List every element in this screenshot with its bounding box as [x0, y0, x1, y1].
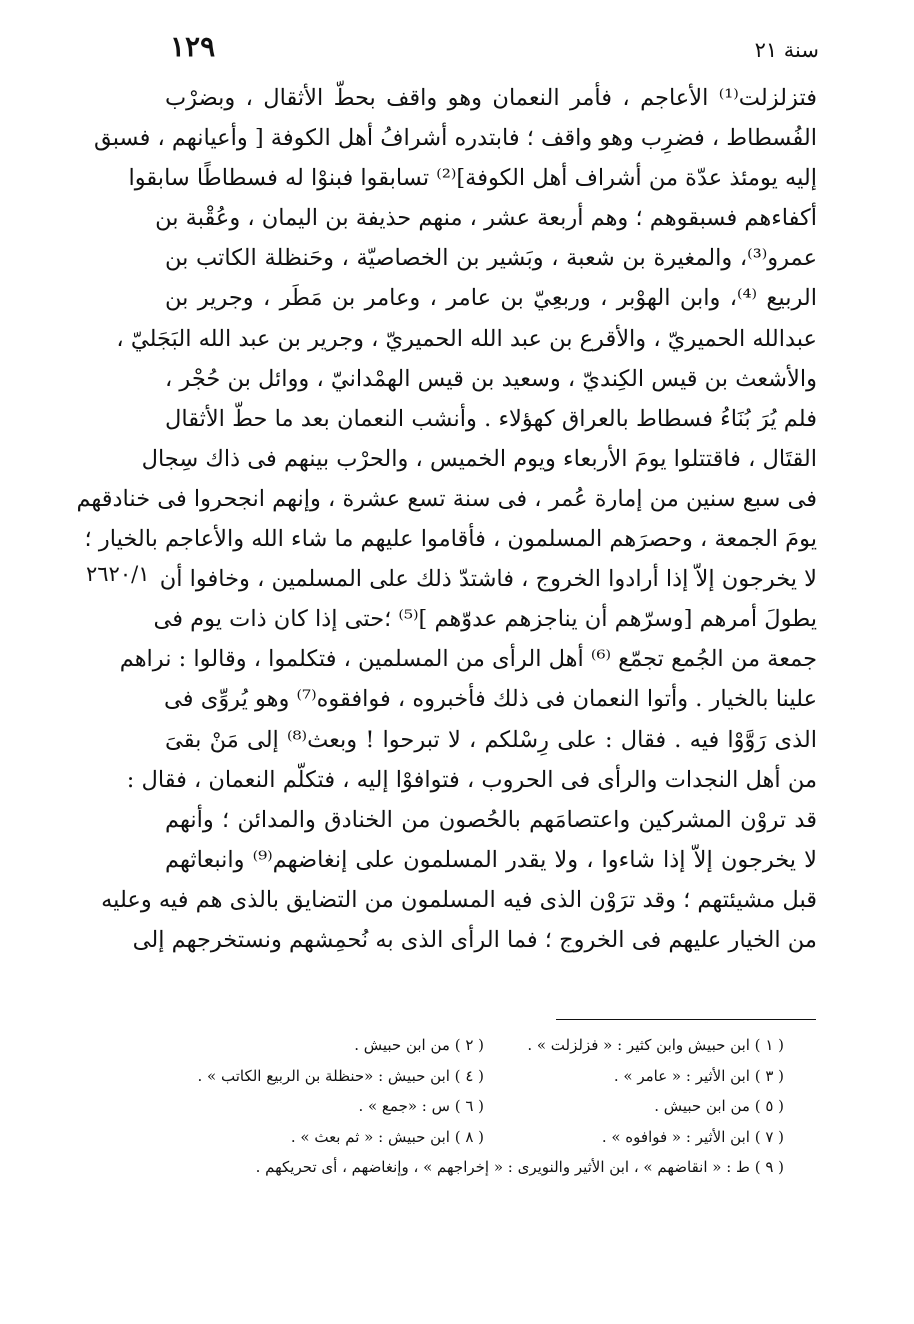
footnote-row: [170, 1061, 784, 1092]
footnote: ( ٣ ) ابن الأثير : « عامر » .: [613, 1066, 784, 1085]
running-head: سنة ٢١: [754, 38, 819, 62]
footnote: ( ١ ) ابن حبيش وابن كثير : « فزلزلت » .: [527, 1036, 784, 1054]
text-line: قبل مشيئتهم ؛ وقد ترَوْن الذى فيه المسلمون من التضايق بالذى هم فيه وعليه: [101, 886, 817, 913]
text-line: من أهل النجدات والرأى فى الحروب ، فتوافوْا إليه ، فتكلّم النعمان ، فقال :: [126, 766, 817, 793]
footnote-divider: [556, 1019, 816, 1020]
text-line: عبدالله الحميريّ ، والأقرع بن عبد الله الحميريّ ، وجرير بن عبد الله البَجَليّ ،: [116, 325, 817, 352]
text-line: جمعة من الجُمع تجمّع ⁽⁶⁾ أهل الرأى من المسلمين ، فتكلموا ، وقالوا : نراهم: [119, 646, 817, 673]
footnote: ( ٨ ) ابن حبيش : « ثم بعث » .: [290, 1127, 484, 1146]
margin-reference: ٢٦٢٠/١: [86, 562, 150, 586]
page-header: [170, 30, 819, 70]
text-line: فتزلزلت⁽¹⁾ الأعاجم ، فأمر النعمان وهو واقف بحطّ الأثقال ، وبضرْب: [165, 85, 817, 111]
text-line: قد تروْن المشركين واعتصامَهم بالحُصون من الخنادق والمدائن ؛ وأنهم: [165, 806, 817, 833]
text-line: يطولَ أمرهم [وسرّهم أن يناجزهم عدوّهم ]⁽⁵⁾ ؛حتى إذا كان ذات يوم فى: [153, 606, 817, 633]
footnote: ( ٦ ) س : «جمع » .: [358, 1097, 484, 1115]
page-number: ١٢٩: [170, 30, 216, 63]
text-line: من الخيار عليهم فى الخروج ؛ فما الرأى الذى به نُحمِشهم ونستخرجهم إلى: [132, 926, 817, 953]
text-line: القتَال ، فاقتتلوا يومَ الأربعاء ويوم الخميس ، والحرْب بينهم فى ذاك سِجال: [141, 445, 817, 472]
footnote: ( ٧ ) ابن الأثير : « فوافوه » .: [601, 1127, 784, 1146]
footnotes: [170, 1030, 784, 1183]
footnote-row: [170, 1091, 784, 1122]
text-line: عمرو⁽³⁾، والمغيرة بن شعبة ، وبَشير بن الخصاصيّة ، وحَنظلة الكاتب بن: [165, 245, 817, 272]
text-line: لا يخرجون إلاّ إذا شاءوا ، ولا يقدر المسلمون على إنغاضهم⁽⁹⁾ وانبعاثهم: [165, 846, 817, 873]
footnote: ( ٢ ) من ابن حبيش .: [354, 1036, 484, 1054]
footnote-row: [170, 1152, 784, 1183]
footnote: ( ٤ ) ابن حبيش : «حنظلة بن الربيع الكاتب » .: [197, 1066, 484, 1085]
footnote-row: [170, 1122, 784, 1153]
text-line: علينا بالخيار . وأتوا النعمان فى ذلك فأخبروه ، فوافقوه⁽⁷⁾ وهو يُروِّى فى: [164, 686, 817, 713]
text-line: يومَ الجمعة ، وحصرَهم المسلمون ، فأقاموا عليهم ما شاء الله والأعاجم بالخيار ؛: [84, 526, 817, 553]
text-line: فى سبع سنين من إمارة عُمر ، فى سنة تسع عشرة ، وإنهم انجحروا فى خنادقهم: [76, 485, 817, 512]
text-line: والأشعث بن قيس الكِنديّ ، وسعيد بن قيس الهمْدانيّ ، ووائل بن حُجْر ،: [165, 365, 817, 392]
text-line: لا يخرجون إلاّ إذا أرادوا الخروج ، فاشتدّ ذلك على المسلمين ، وخافوا أن: [159, 566, 817, 593]
text-line: فلم يُرَ بُنَاءُ فسطاط بالعراق كهؤلاء . وأنشب النعمان بعد ما حطّ الأثقال: [165, 405, 817, 432]
footnote: ( ٩ ) ط : « انقاضهم » ، ابن الأثير والنويرى : « إخراجهم » ، وإنغاضهم ، أى تحريكهم .: [255, 1158, 784, 1176]
footnote: ( ٥ ) من ابن حبيش .: [654, 1097, 784, 1115]
text-line: إليه يومئذ عدّة من أشراف أهل الكوفة]⁽²⁾ تسابقوا فبنوْا له فسطاطًا سابقوا: [128, 165, 817, 192]
text-line: أكفاءهم فسبقوهم ؛ وهم أربعة عشر ، منهم حذيفة بن اليمان ، وعُقْبة بن: [155, 205, 817, 232]
footnote-row: [170, 1030, 784, 1061]
text-line: الذى رَوَّوْا فيه . فقال : على رِسْلكم ، لا تبرحوا ! وبعث⁽⁸⁾ إلى مَنْ بقىَ: [165, 726, 817, 753]
text-line: الفُسطاط ، فضرِب وهو واقف ؛ فابتدره أشرافُ أهل الكوفة [ وأعيانهم ، فسبق: [93, 125, 817, 152]
text-line: الربيع ⁽⁴⁾، وابن الهوْبر ، وربعِيّ بن عامر ، وعامر بن مَطَر ، وجرير بن: [165, 285, 817, 312]
